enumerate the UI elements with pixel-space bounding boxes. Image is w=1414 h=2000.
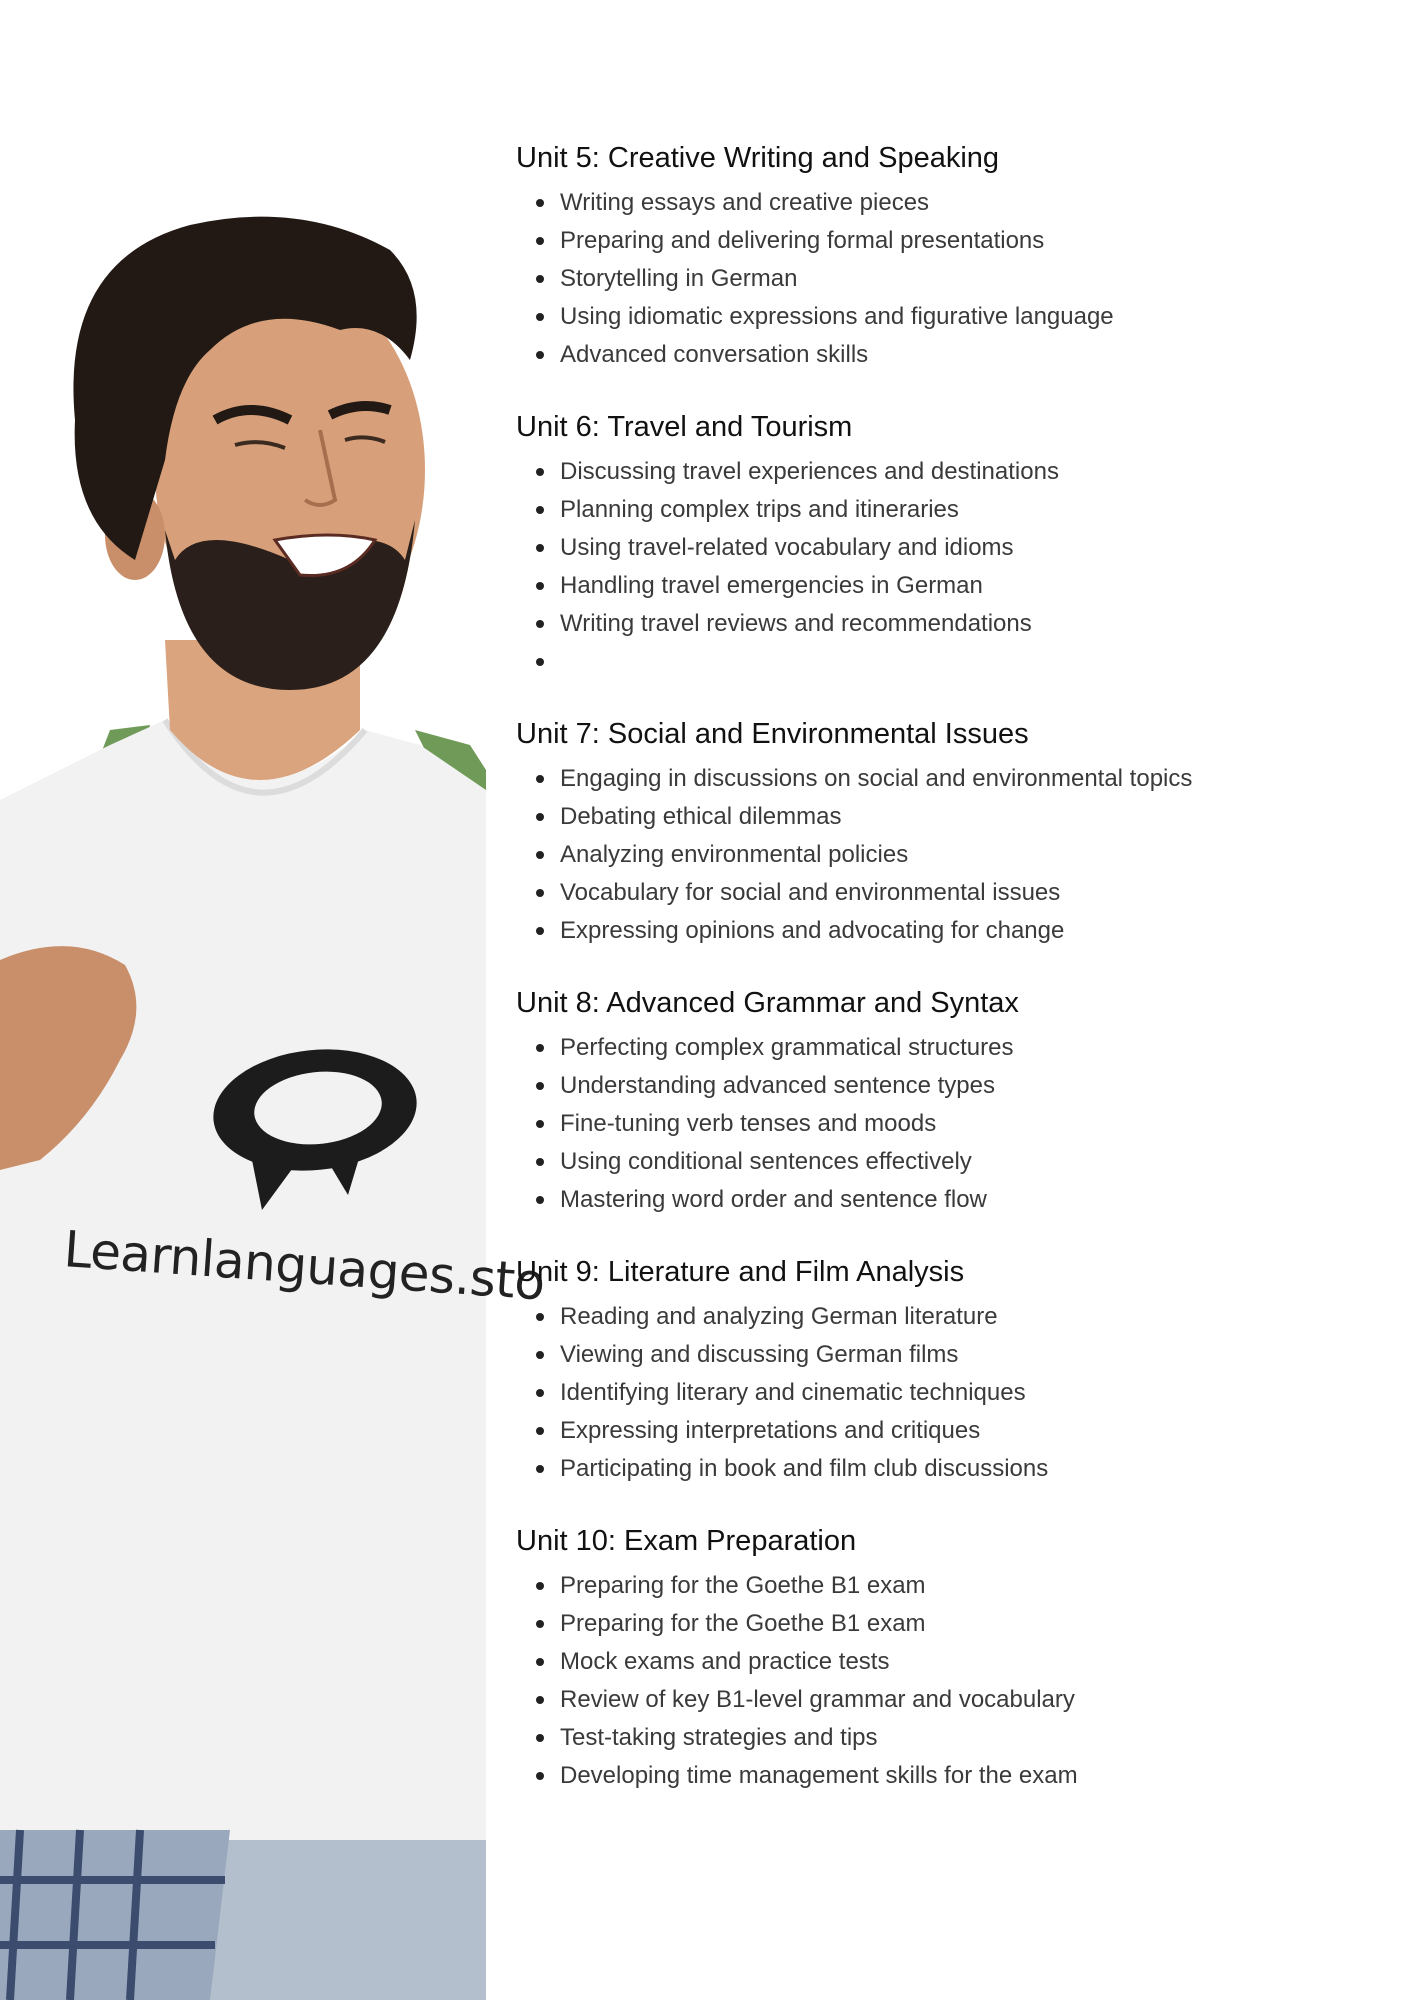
bullet-icon <box>536 1158 544 1166</box>
topic-text: Using travel-related vocabulary and idioms <box>560 534 1014 561</box>
unit-section <box>516 407 1376 681</box>
bullet-icon <box>536 1427 544 1435</box>
unit-topic-list <box>516 1567 1376 1795</box>
bullet-icon <box>536 1120 544 1128</box>
unit-section <box>516 714 1376 950</box>
topic-list-item <box>516 1298 1376 1336</box>
topic-text: Vocabulary for social and environmental issues <box>560 879 1061 906</box>
unit-topic-list <box>516 760 1376 950</box>
bullet-icon <box>536 237 544 245</box>
topic-list-item <box>516 1067 1376 1105</box>
topic-text: Review of key B1-level grammar and vocabulary <box>560 1686 1075 1713</box>
topic-text: Storytelling in German <box>560 265 798 292</box>
unit-title: Unit 10: Exam Preparation <box>516 1525 857 1557</box>
bullet-icon <box>536 544 544 552</box>
bullet-icon <box>536 1696 544 1704</box>
topic-list-item <box>516 836 1376 874</box>
bullet-icon <box>536 1772 544 1780</box>
topic-text: Preparing for the Goethe B1 exam <box>560 1572 926 1599</box>
bullet-icon <box>536 851 544 859</box>
bullet-icon <box>536 927 544 935</box>
unit-section <box>516 1521 1376 1795</box>
topic-list-item <box>516 1643 1376 1681</box>
bullet-icon <box>536 1313 544 1321</box>
person-illustration <box>0 0 486 2000</box>
topic-list-item <box>516 1412 1376 1450</box>
topic-list-item <box>516 912 1376 950</box>
bullet-icon <box>536 199 544 207</box>
unit-topic-list <box>516 1029 1376 1219</box>
topic-text: Writing essays and creative pieces <box>560 189 930 216</box>
topic-text: Writing travel reviews and recommendations <box>560 610 1032 637</box>
topic-text: Expressing opinions and advocating for change <box>560 917 1065 944</box>
bullet-icon <box>536 1658 544 1666</box>
topic-list-item <box>516 643 1376 681</box>
bullet-icon <box>536 1734 544 1742</box>
topic-list-item <box>516 1757 1376 1795</box>
topic-list-item <box>516 1105 1376 1143</box>
topic-list-item <box>516 184 1376 222</box>
topic-list-item <box>516 1605 1376 1643</box>
shirt-brand-text: Learnlanguages.sto <box>61 1220 547 1312</box>
bullet-icon <box>536 889 544 897</box>
unit-topic-list <box>516 184 1376 374</box>
unit-title: Unit 6: Travel and Tourism <box>516 411 853 443</box>
bullet-icon <box>536 1351 544 1359</box>
syllabus-content <box>516 138 1376 1828</box>
topic-list-item <box>516 298 1376 336</box>
topic-text: Understanding advanced sentence types <box>560 1072 995 1099</box>
topic-text: Discussing travel experiences and destinations <box>560 458 1059 485</box>
bullet-icon <box>536 275 544 283</box>
topic-list-item <box>516 760 1376 798</box>
bullet-icon <box>536 1196 544 1204</box>
person-photo <box>0 0 547 2000</box>
topic-text: Perfecting complex grammatical structures <box>560 1034 1014 1061</box>
topic-text: Using idiomatic expressions and figurative language <box>560 303 1114 330</box>
plaid-shirt <box>0 1830 230 2000</box>
topic-text: Advanced conversation skills <box>560 341 869 368</box>
topic-text: Engaging in discussions on social and environmental topics <box>560 765 1193 792</box>
unit-section <box>516 983 1376 1219</box>
topic-list-item <box>516 336 1376 374</box>
bullet-icon <box>536 582 544 590</box>
topic-list-item <box>516 453 1376 491</box>
unit-topic-list <box>516 453 1376 681</box>
topic-text: Analyzing environmental policies <box>560 841 909 868</box>
topic-list-item <box>516 491 1376 529</box>
bullet-icon <box>536 775 544 783</box>
topic-text: Viewing and discussing German films <box>560 1341 959 1368</box>
topic-list-item <box>516 222 1376 260</box>
topic-list-item <box>516 1143 1376 1181</box>
topic-text: Preparing and delivering formal presentations <box>560 227 1045 254</box>
unit-title: Unit 7: Social and Environmental Issues <box>516 718 1029 750</box>
unit-topic-list <box>516 1298 1376 1488</box>
topic-text: Fine-tuning verb tenses and moods <box>560 1110 937 1137</box>
topic-list-item <box>516 1567 1376 1605</box>
topic-list-item <box>516 260 1376 298</box>
topic-list-item <box>516 529 1376 567</box>
topic-list-item <box>516 1336 1376 1374</box>
topic-list-item <box>516 1374 1376 1412</box>
bullet-icon <box>536 1620 544 1628</box>
topic-text: Participating in book and film club discussions <box>560 1455 1049 1482</box>
topic-text: Planning complex trips and itineraries <box>560 496 959 523</box>
topic-text: Mastering word order and sentence flow <box>560 1186 987 1213</box>
bullet-icon <box>536 506 544 514</box>
topic-list-item <box>516 567 1376 605</box>
bullet-icon <box>536 1582 544 1590</box>
unit-title: Unit 8: Advanced Grammar and Syntax <box>516 987 1019 1019</box>
unit-title: Unit 9: Literature and Film Analysis <box>516 1256 965 1288</box>
bullet-icon <box>536 1082 544 1090</box>
topic-list-item <box>516 798 1376 836</box>
topic-list-item <box>516 874 1376 912</box>
bullet-icon <box>536 313 544 321</box>
topic-text: Expressing interpretations and critiques <box>560 1417 981 1444</box>
bullet-icon <box>536 1389 544 1397</box>
topic-text: Mock exams and practice tests <box>560 1648 890 1675</box>
topic-text: Developing time management skills for the exam <box>560 1762 1078 1789</box>
topic-text: Preparing for the Goethe B1 exam <box>560 1610 926 1637</box>
topic-text: Identifying literary and cinematic techniques <box>560 1379 1026 1406</box>
topic-list-item <box>516 1181 1376 1219</box>
topic-list-item <box>516 605 1376 643</box>
bullet-icon <box>536 620 544 628</box>
topic-list-item <box>516 1029 1376 1067</box>
unit-section <box>516 1252 1376 1488</box>
bullet-icon <box>536 813 544 821</box>
topic-list-item <box>516 1681 1376 1719</box>
topic-list-item <box>516 1450 1376 1488</box>
bullet-icon <box>536 658 544 666</box>
bullet-icon <box>536 1044 544 1052</box>
unit-title: Unit 5: Creative Writing and Speaking <box>516 142 1000 174</box>
topic-text: Using conditional sentences effectively <box>560 1148 972 1175</box>
bullet-icon <box>536 351 544 359</box>
bullet-icon <box>536 1465 544 1473</box>
topic-text: Handling travel emergencies in German <box>560 572 983 599</box>
unit-section <box>516 138 1376 374</box>
topic-list-item <box>516 1719 1376 1757</box>
topic-text: Test-taking strategies and tips <box>560 1724 878 1751</box>
bullet-icon <box>536 468 544 476</box>
topic-text: Debating ethical dilemmas <box>560 803 842 830</box>
topic-text: Reading and analyzing German literature <box>560 1303 998 1330</box>
